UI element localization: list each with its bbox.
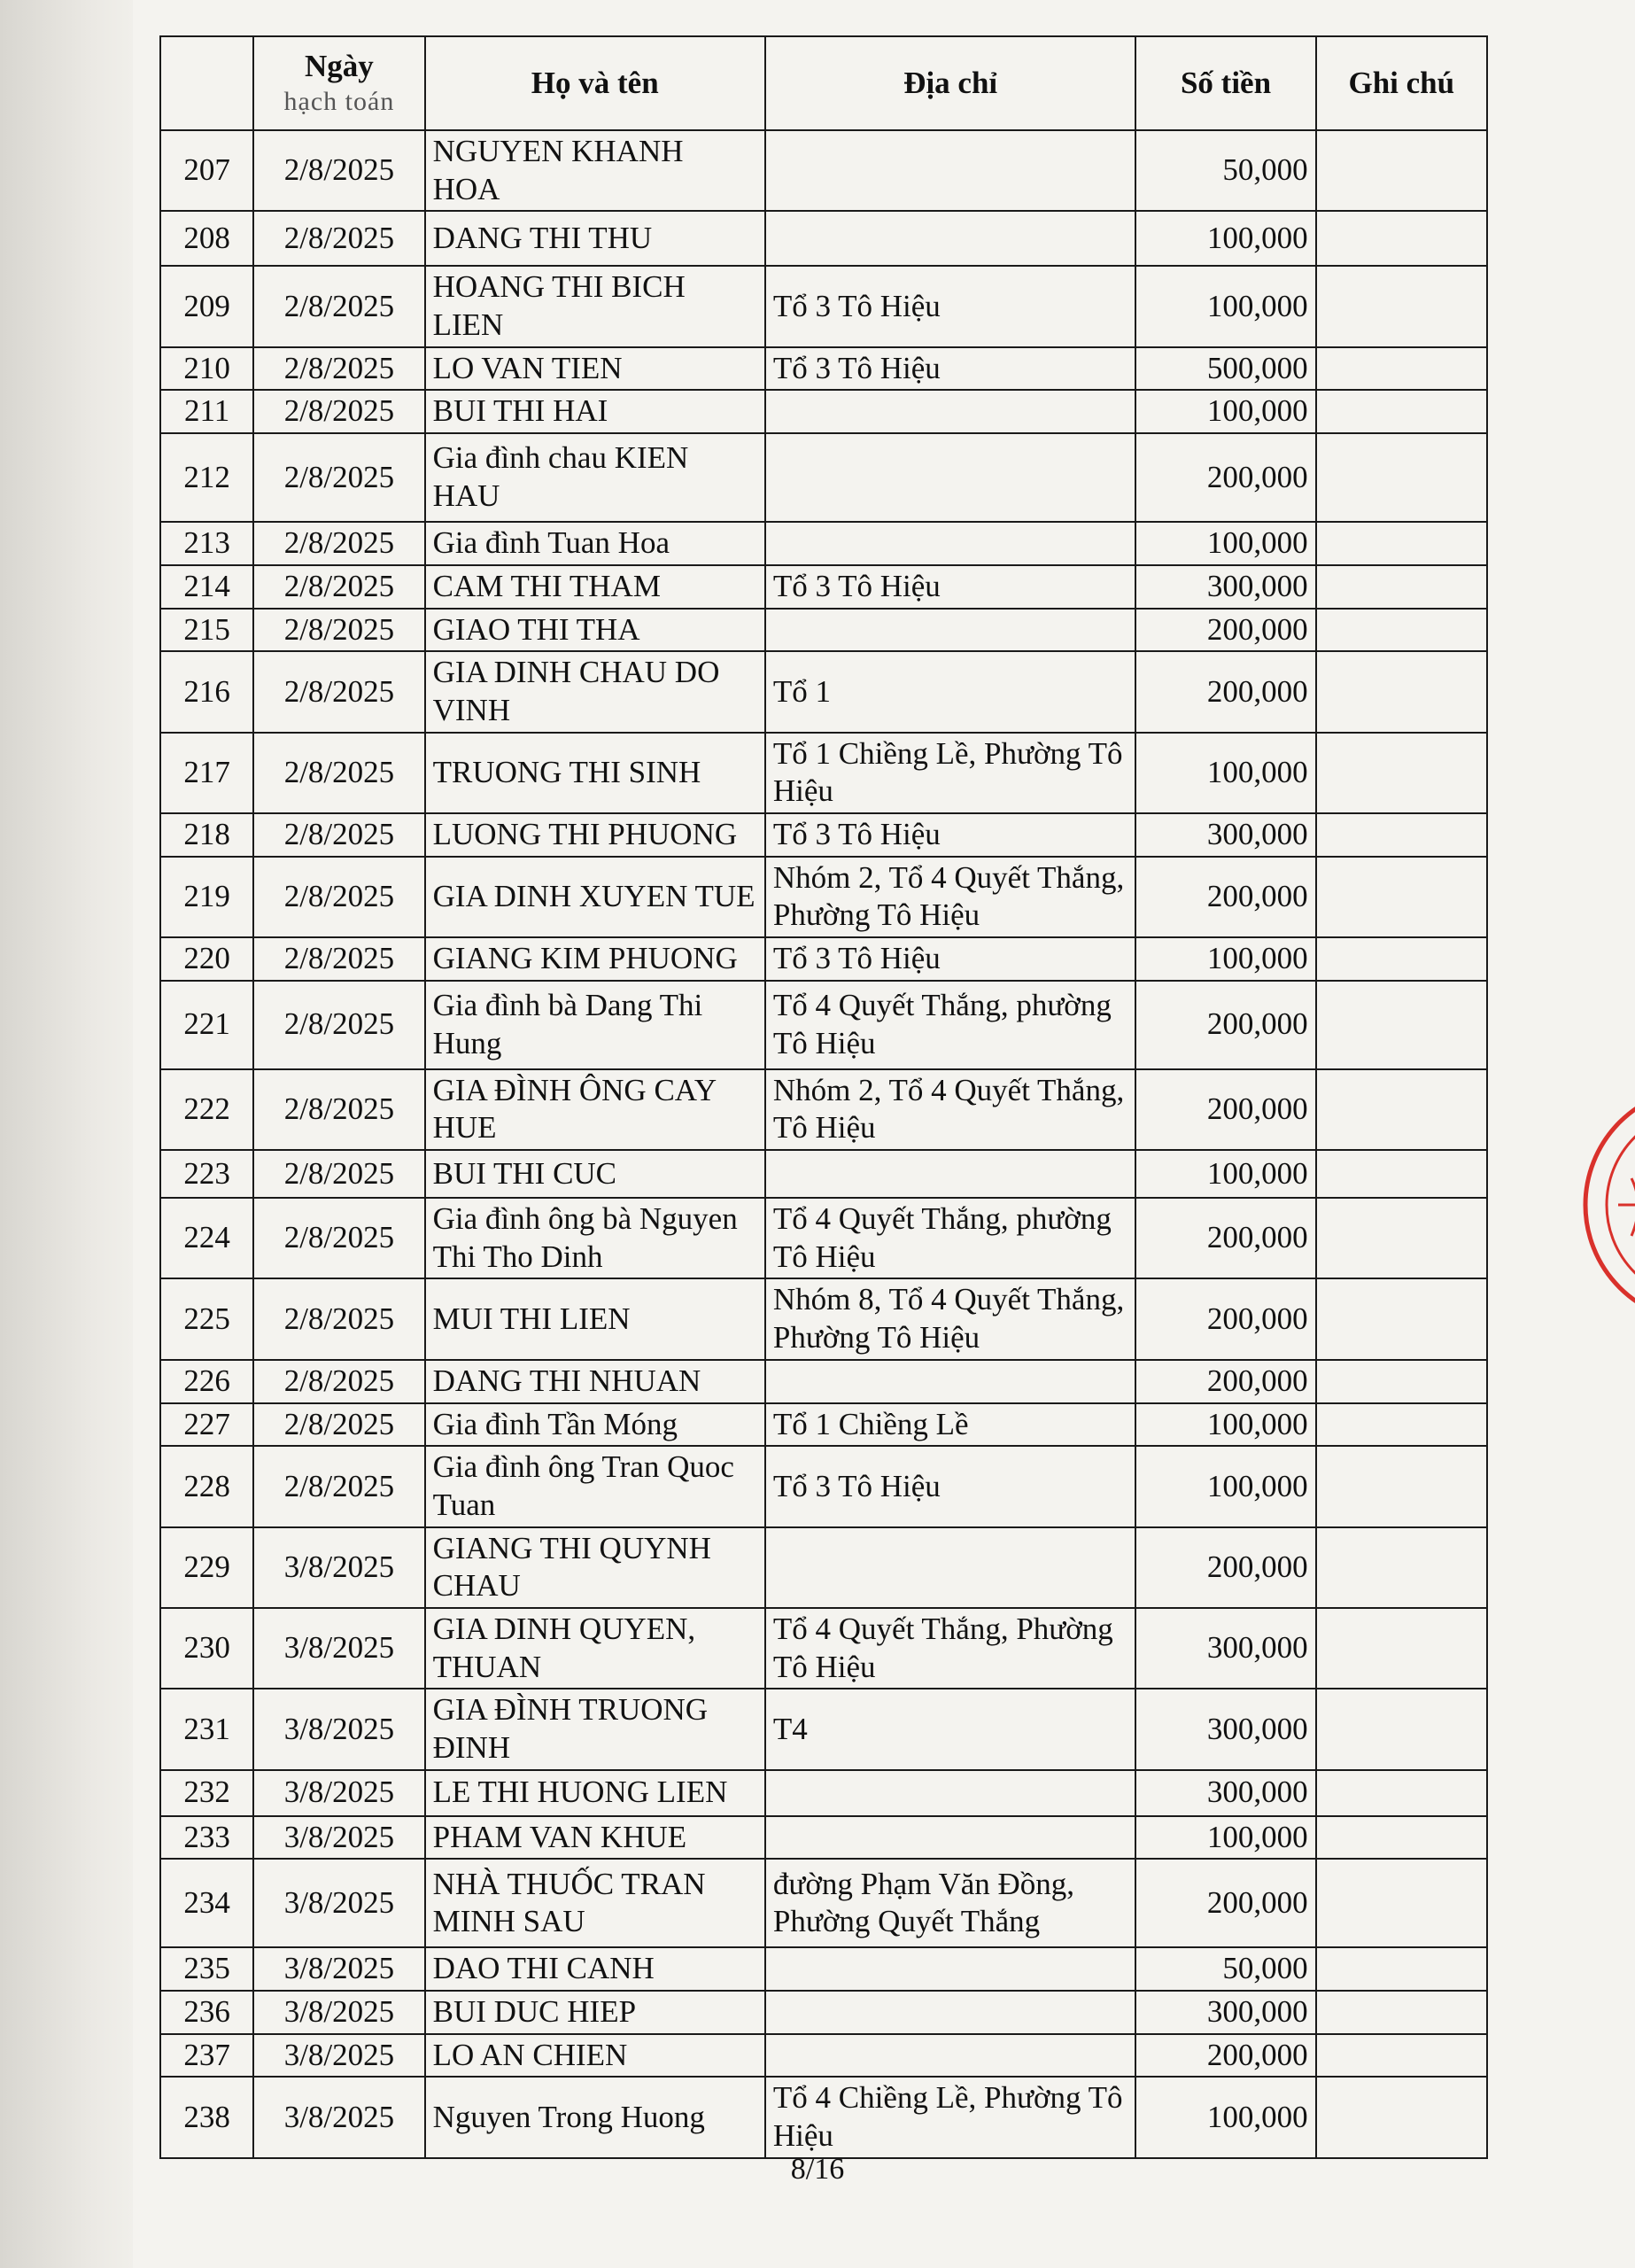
cell-stt: 217 xyxy=(160,733,253,813)
table-row xyxy=(160,1150,1487,1198)
table-row xyxy=(160,1446,1487,1526)
header-name: Họ và tên xyxy=(425,36,765,130)
cell-name: Gia đình bà Dang Thi Hung xyxy=(425,981,765,1069)
cell-note xyxy=(1316,1403,1487,1447)
cell-amount: 100,000 xyxy=(1135,733,1315,813)
cell-address: Tổ 4 Quyết Thắng, phường Tô Hiệu xyxy=(765,1198,1136,1278)
cell-date: 2/8/2025 xyxy=(253,130,424,211)
cell-date: 2/8/2025 xyxy=(253,1278,424,1359)
cell-note xyxy=(1316,1446,1487,1526)
header-amount: Số tiền xyxy=(1135,36,1315,130)
cell-amount: 50,000 xyxy=(1135,130,1315,211)
cell-date: 2/8/2025 xyxy=(253,266,424,346)
cell-amount: 100,000 xyxy=(1135,937,1315,981)
cell-name: BUI THI CUC xyxy=(425,1150,765,1198)
cell-date: 3/8/2025 xyxy=(253,2034,424,2078)
table-row xyxy=(160,937,1487,981)
cell-amount: 200,000 xyxy=(1135,2034,1315,2078)
table-header-row xyxy=(160,36,1487,130)
cell-stt: 219 xyxy=(160,857,253,937)
table-row xyxy=(160,390,1487,433)
cell-stt: 210 xyxy=(160,347,253,391)
cell-note xyxy=(1316,130,1487,211)
cell-stt: 222 xyxy=(160,1069,253,1150)
header-address: Địa chỉ xyxy=(765,36,1136,130)
cell-name: PHAM VAN KHUE xyxy=(425,1816,765,1860)
cell-stt: 227 xyxy=(160,1403,253,1447)
cell-date: 2/8/2025 xyxy=(253,1360,424,1403)
cell-stt: 232 xyxy=(160,1770,253,1816)
table-row xyxy=(160,1947,1487,1991)
cell-address: Tổ 1 Chiềng Lề xyxy=(765,1403,1136,1447)
cell-stt: 215 xyxy=(160,609,253,652)
red-seal-stamp xyxy=(1578,1072,1635,1338)
cell-note xyxy=(1316,1198,1487,1278)
cell-date: 3/8/2025 xyxy=(253,2077,424,2157)
cell-amount: 200,000 xyxy=(1135,609,1315,652)
table-row xyxy=(160,2034,1487,2078)
cell-note xyxy=(1316,1150,1487,1198)
cell-date: 3/8/2025 xyxy=(253,1770,424,1816)
table-row xyxy=(160,1991,1487,2034)
cell-address: Tổ 3 Tô Hiệu xyxy=(765,347,1136,391)
table-row xyxy=(160,1278,1487,1359)
cell-stt: 236 xyxy=(160,1991,253,2034)
cell-name: Nguyen Trong Huong xyxy=(425,2077,765,2157)
cell-stt: 229 xyxy=(160,1527,253,1608)
cell-date: 3/8/2025 xyxy=(253,1991,424,2034)
cell-address xyxy=(765,130,1136,211)
cell-amount: 100,000 xyxy=(1135,1150,1315,1198)
cell-date: 2/8/2025 xyxy=(253,981,424,1069)
cell-address xyxy=(765,2034,1136,2078)
header-note: Ghi chú xyxy=(1316,36,1487,130)
cell-address xyxy=(765,390,1136,433)
cell-date: 2/8/2025 xyxy=(253,1403,424,1447)
cell-address: Nhóm 2, Tổ 4 Quyết Thắng, Tô Hiệu xyxy=(765,1069,1136,1150)
table-row xyxy=(160,1608,1487,1689)
table-row xyxy=(160,609,1487,652)
cell-date: 3/8/2025 xyxy=(253,1689,424,1769)
table-row xyxy=(160,1689,1487,1769)
cell-stt: 233 xyxy=(160,1816,253,1860)
cell-amount: 200,000 xyxy=(1135,651,1315,732)
cell-note xyxy=(1316,433,1487,522)
cell-address xyxy=(765,1991,1136,2034)
table-row xyxy=(160,266,1487,346)
cell-address: Tổ 4 Chiềng Lề, Phường Tô Hiệu xyxy=(765,2077,1136,2157)
cell-amount: 200,000 xyxy=(1135,1360,1315,1403)
cell-date: 2/8/2025 xyxy=(253,1446,424,1526)
cell-date: 3/8/2025 xyxy=(253,1527,424,1608)
table-row xyxy=(160,1527,1487,1608)
cell-note xyxy=(1316,1608,1487,1689)
header-date xyxy=(253,36,424,130)
cell-address: Tổ 1 xyxy=(765,651,1136,732)
cell-name: DANG THI NHUAN xyxy=(425,1360,765,1403)
table-row xyxy=(160,1360,1487,1403)
cell-address: Nhóm 2, Tổ 4 Quyết Thắng, Phường Tô Hiệu xyxy=(765,857,1136,937)
cell-note xyxy=(1316,937,1487,981)
page-number: 8/16 xyxy=(790,2153,845,2186)
cell-amount: 200,000 xyxy=(1135,1069,1315,1150)
table-row xyxy=(160,433,1487,522)
cell-amount: 300,000 xyxy=(1135,565,1315,609)
cell-stt: 207 xyxy=(160,130,253,211)
cell-amount: 100,000 xyxy=(1135,522,1315,565)
cell-address: Tổ 1 Chiềng Lề, Phường Tô Hiệu xyxy=(765,733,1136,813)
cell-address xyxy=(765,1770,1136,1816)
cell-date: 2/8/2025 xyxy=(253,211,424,266)
cell-amount: 50,000 xyxy=(1135,1947,1315,1991)
cell-address: Tổ 3 Tô Hiệu xyxy=(765,937,1136,981)
cell-note xyxy=(1316,2077,1487,2157)
cell-amount: 200,000 xyxy=(1135,857,1315,937)
cell-address: Tổ 3 Tô Hiệu xyxy=(765,1446,1136,1526)
cell-stt: 216 xyxy=(160,651,253,732)
cell-date: 2/8/2025 xyxy=(253,813,424,857)
cell-amount: 300,000 xyxy=(1135,813,1315,857)
cell-name: Gia đình Tần Móng xyxy=(425,1403,765,1447)
cell-name: GIA ĐÌNH TRUONG ĐINH xyxy=(425,1689,765,1769)
cell-name: GIAO THI THA xyxy=(425,609,765,652)
cell-note xyxy=(1316,857,1487,937)
cell-amount: 200,000 xyxy=(1135,1198,1315,1278)
cell-stt: 221 xyxy=(160,981,253,1069)
cell-name: GIA ĐÌNH ÔNG CAY HUE xyxy=(425,1069,765,1150)
cell-note xyxy=(1316,1859,1487,1947)
cell-address xyxy=(765,1527,1136,1608)
cell-address xyxy=(765,433,1136,522)
cell-amount: 200,000 xyxy=(1135,1278,1315,1359)
cell-name: DANG THI THU xyxy=(425,211,765,266)
cell-note xyxy=(1316,1069,1487,1150)
cell-note xyxy=(1316,609,1487,652)
cell-stt: 214 xyxy=(160,565,253,609)
cell-address: Nhóm 8, Tổ 4 Quyết Thắng, Phường Tô Hiệu xyxy=(765,1278,1136,1359)
cell-date: 2/8/2025 xyxy=(253,565,424,609)
cell-stt: 237 xyxy=(160,2034,253,2078)
cell-date: 2/8/2025 xyxy=(253,609,424,652)
cell-stt: 218 xyxy=(160,813,253,857)
cell-address: Tổ 3 Tô Hiệu xyxy=(765,813,1136,857)
cell-stt: 231 xyxy=(160,1689,253,1769)
cell-stt: 234 xyxy=(160,1859,253,1947)
table-row xyxy=(160,733,1487,813)
cell-amount: 100,000 xyxy=(1135,1446,1315,1526)
header-stt xyxy=(160,36,253,130)
cell-date: 2/8/2025 xyxy=(253,651,424,732)
cell-stt: 212 xyxy=(160,433,253,522)
cell-date: 2/8/2025 xyxy=(253,433,424,522)
cell-date: 2/8/2025 xyxy=(253,857,424,937)
table-row xyxy=(160,130,1487,211)
cell-name: NHÀ THUỐC TRAN MINH SAU xyxy=(425,1859,765,1947)
cell-amount: 100,000 xyxy=(1135,1403,1315,1447)
cell-address: T4 xyxy=(765,1689,1136,1769)
cell-stt: 238 xyxy=(160,2077,253,2157)
cell-amount: 300,000 xyxy=(1135,1608,1315,1689)
cell-name: DAO THI CANH xyxy=(425,1947,765,1991)
donation-ledger-table xyxy=(159,35,1488,2159)
cell-amount: 100,000 xyxy=(1135,2077,1315,2157)
cell-name: NGUYEN KHANH HOA xyxy=(425,130,765,211)
cell-date: 2/8/2025 xyxy=(253,390,424,433)
cell-name: GIANG KIM PHUONG xyxy=(425,937,765,981)
cell-date: 2/8/2025 xyxy=(253,733,424,813)
cell-stt: 208 xyxy=(160,211,253,266)
cell-address: Tổ 4 Quyết Thắng, phường Tô Hiệu xyxy=(765,981,1136,1069)
header-date-sublabel: hạch toán xyxy=(283,87,395,117)
cell-stt: 226 xyxy=(160,1360,253,1403)
cell-note xyxy=(1316,2034,1487,2078)
cell-stt: 211 xyxy=(160,390,253,433)
binding-edge xyxy=(0,0,133,2268)
cell-note xyxy=(1316,1689,1487,1769)
cell-address: Tổ 4 Quyết Thắng, Phường Tô Hiệu xyxy=(765,1608,1136,1689)
cell-note xyxy=(1316,266,1487,346)
cell-name: CAM THI THAM xyxy=(425,565,765,609)
cell-name: LE THI HUONG LIEN xyxy=(425,1770,765,1816)
cell-stt: 213 xyxy=(160,522,253,565)
table-row xyxy=(160,522,1487,565)
cell-note xyxy=(1316,1816,1487,1860)
cell-name: GIA DINH CHAU DO VINH xyxy=(425,651,765,732)
cell-address: đường Phạm Văn Đồng, Phường Quyết Thắng xyxy=(765,1859,1136,1947)
cell-name: GIA DINH XUYEN TUE xyxy=(425,857,765,937)
cell-name: BUI THI HAI xyxy=(425,390,765,433)
table-row xyxy=(160,857,1487,937)
cell-amount: 100,000 xyxy=(1135,266,1315,346)
cell-stt: 235 xyxy=(160,1947,253,1991)
cell-note xyxy=(1316,651,1487,732)
cell-note xyxy=(1316,733,1487,813)
cell-name: LO VAN TIEN xyxy=(425,347,765,391)
cell-stt: 228 xyxy=(160,1446,253,1526)
cell-stt: 224 xyxy=(160,1198,253,1278)
cell-address xyxy=(765,609,1136,652)
table-row xyxy=(160,1403,1487,1447)
cell-address xyxy=(765,211,1136,266)
cell-note xyxy=(1316,813,1487,857)
cell-stt: 209 xyxy=(160,266,253,346)
table-row xyxy=(160,1859,1487,1947)
cell-amount: 200,000 xyxy=(1135,433,1315,522)
cell-stt: 225 xyxy=(160,1278,253,1359)
cell-note xyxy=(1316,981,1487,1069)
cell-address xyxy=(765,522,1136,565)
cell-date: 2/8/2025 xyxy=(253,1198,424,1278)
cell-date: 3/8/2025 xyxy=(253,1816,424,1860)
cell-amount: 200,000 xyxy=(1135,981,1315,1069)
cell-date: 2/8/2025 xyxy=(253,347,424,391)
cell-date: 3/8/2025 xyxy=(253,1947,424,1991)
cell-amount: 200,000 xyxy=(1135,1859,1315,1947)
cell-name: Gia đình Tuan Hoa xyxy=(425,522,765,565)
cell-note xyxy=(1316,1278,1487,1359)
cell-note xyxy=(1316,1360,1487,1403)
cell-name: Gia đình ông bà Nguyen Thi Tho Dinh xyxy=(425,1198,765,1278)
table-row xyxy=(160,2077,1487,2157)
cell-amount: 100,000 xyxy=(1135,390,1315,433)
cell-address xyxy=(765,1947,1136,1991)
cell-name: Gia đình ông Tran Quoc Tuan xyxy=(425,1446,765,1526)
cell-note xyxy=(1316,390,1487,433)
cell-name: LO AN CHIEN xyxy=(425,2034,765,2078)
table-row xyxy=(160,1816,1487,1860)
cell-note xyxy=(1316,1527,1487,1608)
table-row xyxy=(160,565,1487,609)
cell-name: BUI DUC HIEP xyxy=(425,1991,765,2034)
cell-note xyxy=(1316,211,1487,266)
cell-name: MUI THI LIEN xyxy=(425,1278,765,1359)
table-row xyxy=(160,813,1487,857)
table-row xyxy=(160,211,1487,266)
cell-amount: 300,000 xyxy=(1135,1991,1315,2034)
table-body xyxy=(160,130,1487,2158)
cell-date: 3/8/2025 xyxy=(253,1608,424,1689)
stamp-emblem xyxy=(1618,1178,1635,1236)
cell-stt: 220 xyxy=(160,937,253,981)
cell-amount: 300,000 xyxy=(1135,1770,1315,1816)
cell-address xyxy=(765,1150,1136,1198)
cell-amount: 500,000 xyxy=(1135,347,1315,391)
cell-date: 3/8/2025 xyxy=(253,1859,424,1947)
cell-name: LUONG THI PHUONG xyxy=(425,813,765,857)
table-row xyxy=(160,981,1487,1069)
cell-date: 2/8/2025 xyxy=(253,937,424,981)
cell-note xyxy=(1316,1991,1487,2034)
cell-name: Gia đình chau KIEN HAU xyxy=(425,433,765,522)
cell-note xyxy=(1316,565,1487,609)
cell-stt: 223 xyxy=(160,1150,253,1198)
cell-note xyxy=(1316,347,1487,391)
cell-name: GIANG THI QUYNH CHAU xyxy=(425,1527,765,1608)
cell-name: HOANG THI BICH LIEN xyxy=(425,266,765,346)
cell-stt: 230 xyxy=(160,1608,253,1689)
cell-amount: 300,000 xyxy=(1135,1689,1315,1769)
table-row xyxy=(160,347,1487,391)
cell-amount: 100,000 xyxy=(1135,1816,1315,1860)
table-row xyxy=(160,1770,1487,1816)
cell-date: 2/8/2025 xyxy=(253,1069,424,1150)
cell-address: Tổ 3 Tô Hiệu xyxy=(765,565,1136,609)
cell-name: GIA DINH QUYEN, THUAN xyxy=(425,1608,765,1689)
cell-address: Tổ 3 Tô Hiệu xyxy=(765,266,1136,346)
cell-note xyxy=(1316,522,1487,565)
table-row xyxy=(160,1198,1487,1278)
table-row xyxy=(160,651,1487,732)
cell-note xyxy=(1316,1770,1487,1816)
cell-address xyxy=(765,1816,1136,1860)
cell-date: 2/8/2025 xyxy=(253,1150,424,1198)
cell-amount: 100,000 xyxy=(1135,211,1315,266)
cell-date: 2/8/2025 xyxy=(253,522,424,565)
cell-address xyxy=(765,1360,1136,1403)
table-row xyxy=(160,1069,1487,1150)
header-date-label: Ngày xyxy=(305,49,374,84)
cell-name: TRUONG THI SINH xyxy=(425,733,765,813)
cell-note xyxy=(1316,1947,1487,1991)
cell-amount: 200,000 xyxy=(1135,1527,1315,1608)
